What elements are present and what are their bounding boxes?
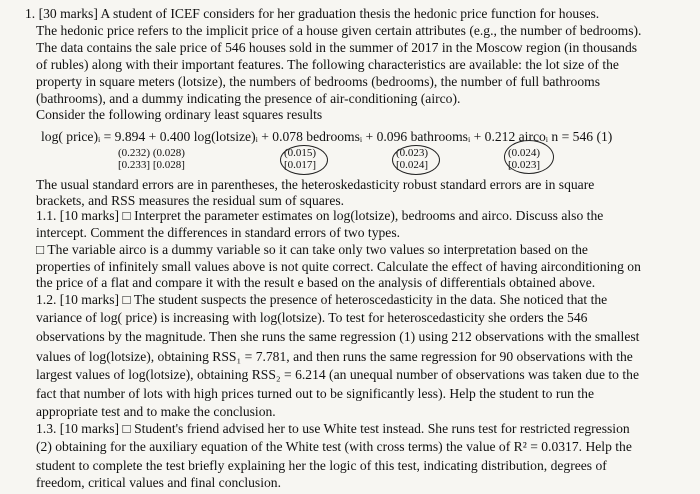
- standard-errors: (0.232) (0.028): [118, 147, 185, 159]
- question-line: student to complete the test briefly explaining her the logic of this test, indicating distribution, degrees of: [36, 458, 607, 473]
- standard-error: (0.023): [396, 147, 429, 159]
- question-line: intercept. Comment the differences in standard errors of two types.: [36, 225, 401, 240]
- robust-standard-error: [0.023]: [508, 159, 541, 171]
- robust-standard-error: [0.024]: [396, 159, 429, 171]
- question-line: largest values of log(lotsize), obtaining RSS₂ = 6.214 (an unequal number of observations was taken due to the: [36, 367, 639, 382]
- paragraph-line: brackets, and RSS measures the residual sum of squares.: [36, 193, 345, 208]
- standard-error: (0.015): [284, 147, 317, 159]
- question-line: fact that number of lots with high prices turned out to be significantly less). Help the student to run the: [36, 386, 594, 401]
- paragraph-line: of rubles) along with their important features. The following characteristics are available: the lot size of the: [36, 57, 619, 72]
- question-line: 1.1. [10 marks] □ Interpret the parameter estimates on log(lotsize), bedrooms and airco. Discuss also the: [36, 208, 604, 223]
- question-line: freedom, critical values and final conclusion.: [36, 475, 281, 490]
- question-line: variance of log( price) is increasing with log(lotsize). To test for heteroscedasticity she orders the 546: [36, 310, 588, 325]
- question-line: properties of infinitely small values above is not quite correct. Calculate the effect of having airconditioning on: [36, 259, 641, 274]
- robust-standard-error: [0.017]: [284, 159, 317, 171]
- paragraph-line: The data contains the sale price of 546 houses sold in the summer of 2017 in the Moscow region (in thousands: [36, 40, 638, 55]
- question-line: values of log(lotsize), obtaining RSS₁ = 7.781, and then runs the same regression for 90 observations with the: [36, 349, 633, 364]
- paragraph-line: The hedonic price refers to the implicit price of a house given certain attributes (e.g., the number of bedrooms).: [36, 23, 642, 38]
- question-line: 1.2. [10 marks] □ The student suspects the presence of heteroscedasticity in the data. She noticed that the: [36, 292, 608, 307]
- question-line: □ The variable airco is a dummy variable so it can take only two values so interpretation based on the: [36, 242, 588, 257]
- question-line: appropriate test and to make the conclusion.: [36, 404, 276, 419]
- paragraph-line: Consider the following ordinary least squares results: [36, 107, 323, 122]
- paragraph-line: The usual standard errors are in parentheses, the heteroskedasticity robust standard errors are in square: [36, 177, 595, 192]
- standard-error: (0.024): [508, 147, 541, 159]
- question-line: observations by the magnitude. Then she runs the same regression (1) using 212 observations with the smallest: [36, 329, 640, 344]
- regression-equation: log( price)ᵢ = 9.894 + 0.400 log(lotsize)ᵢ + 0.078 bedroomsᵢ + 0.096 bathroomsᵢ + 0.212 aircoᵢ n = 546 (1): [41, 129, 613, 144]
- paragraph-line: 1. [30 marks] A student of ICEF considers for her graduation thesis the hedonic price function for houses.: [25, 6, 600, 21]
- paragraph-line: property in square meters (lotsize), the numbers of bedrooms (bedrooms), the number of full bathrooms: [36, 74, 600, 89]
- question-line: (2) obtaining for the auxiliary equation of the White test (with cross terms) the value of R² = 0.0317. Help the: [36, 439, 632, 454]
- question-line: 1.3. [10 marks] □ Student's friend advised her to use White test instead. She runs test for restricted regression: [36, 421, 630, 436]
- robust-standard-errors: [0.233] [0.028]: [118, 159, 185, 171]
- paragraph-line: (bathrooms), and a dummy indicating the presence of air-conditioning (airco).: [36, 91, 461, 106]
- question-line: the price of a flat and compare it with the result e based on the analysis of differentials obtained above.: [36, 275, 596, 290]
